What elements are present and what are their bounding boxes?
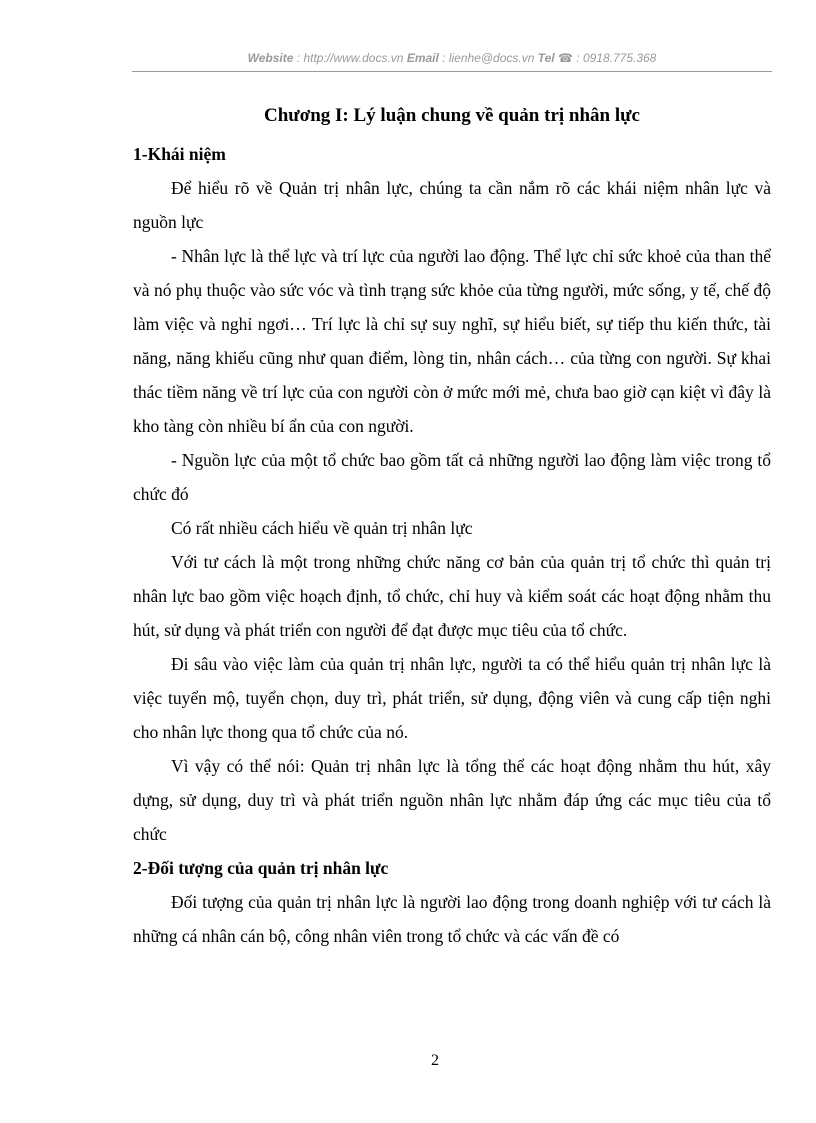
paragraph-1-7: Vì vậy có thể nói: Quản trị nhân lực là tổng thể các hoạt động nhằm thu hút, xây dựng, sử dụng, duy trì và phát triển nguồn nhân lực nhằm đáp ứng các mục tiêu của tổ chức bbox=[133, 756, 771, 844]
paragraph-1-4: Có rất nhiều cách hiểu về quản trị nhân lực bbox=[171, 518, 473, 538]
paragraph-1-5: Với tư cách là một trong những chức năng cơ bản của quản trị tổ chức thì quản trị nhân lực bao gồm việc hoạch định, tổ chức, chỉ huy và kiểm soát các hoạt động nhằm thu hút, sử dụng và phát triển con người để đạt được mục tiêu của tổ chức. bbox=[133, 552, 771, 640]
website-url: : http://www.docs.vn bbox=[293, 51, 407, 65]
paragraph-1-6: Đi sâu vào việc làm của quản trị nhân lực, người ta có thể hiểu quản trị nhân lực là việc tuyển mộ, tuyển chọn, duy trì, phát triển, sử dụng, động viên và cung cấp tiện nghi cho nhân lực thong qua tổ chức của nó. bbox=[133, 654, 771, 742]
paragraph-1-1: Để hiểu rõ về Quản trị nhân lực, chúng ta cần nắm rõ các khái niệm nhân lực và nguồn lực bbox=[133, 178, 771, 232]
chapter-title: Chương I: Lý luận chung về quản trị nhân lực bbox=[264, 105, 640, 126]
website-label: Website bbox=[247, 51, 294, 65]
paragraph-1-3: - Nguồn lực của một tổ chức bao gồm tất cả những người lao động làm việc trong tổ chức đó bbox=[133, 450, 771, 504]
document-body bbox=[133, 99, 771, 953]
tel-label: Tel ☎ bbox=[537, 51, 573, 65]
email-address: : lienhe@docs.vn bbox=[438, 51, 538, 65]
page-number: 2 bbox=[431, 1052, 439, 1069]
paragraph-1-2: - Nhân lực là thể lực và trí lực của người lao động. Thể lực chỉ sức khoẻ của than thể và nó phụ thuộc vào sức vóc và tình trạng sức khỏe của từng người, mức sống, y tế, chế độ làm việc và nghỉ ngơi… Trí lực là chỉ sự suy nghĩ, sự hiểu biết, sự tiếp thu kiến thức, tài năng, năng khiếu cũng như quan điểm, lòng tin, nhân cách… của từng con người. Sự khai thác tiềm năng về trí lực của con người còn ở mức mới mẻ, chưa bao giờ cạn kiệt vì đây là kho tàng còn nhiều bí ẩn của con người. bbox=[133, 246, 771, 436]
paragraph-2-1: Đối tượng của quản trị nhân lực là người lao động trong doanh nghiệp với tư cách là những cá nhân cán bộ, công nhân viên trong tổ chức và các vấn đề có bbox=[133, 892, 771, 946]
email-label: Email bbox=[406, 51, 439, 65]
page-header bbox=[132, 51, 772, 65]
section-heading-1: 1-Khái niệm bbox=[133, 144, 226, 164]
tel-number: : 0918.775.368 bbox=[572, 51, 657, 65]
section-heading-2: 2-Đối tượng của quản trị nhân lực bbox=[133, 858, 389, 878]
header-rule bbox=[132, 71, 772, 72]
